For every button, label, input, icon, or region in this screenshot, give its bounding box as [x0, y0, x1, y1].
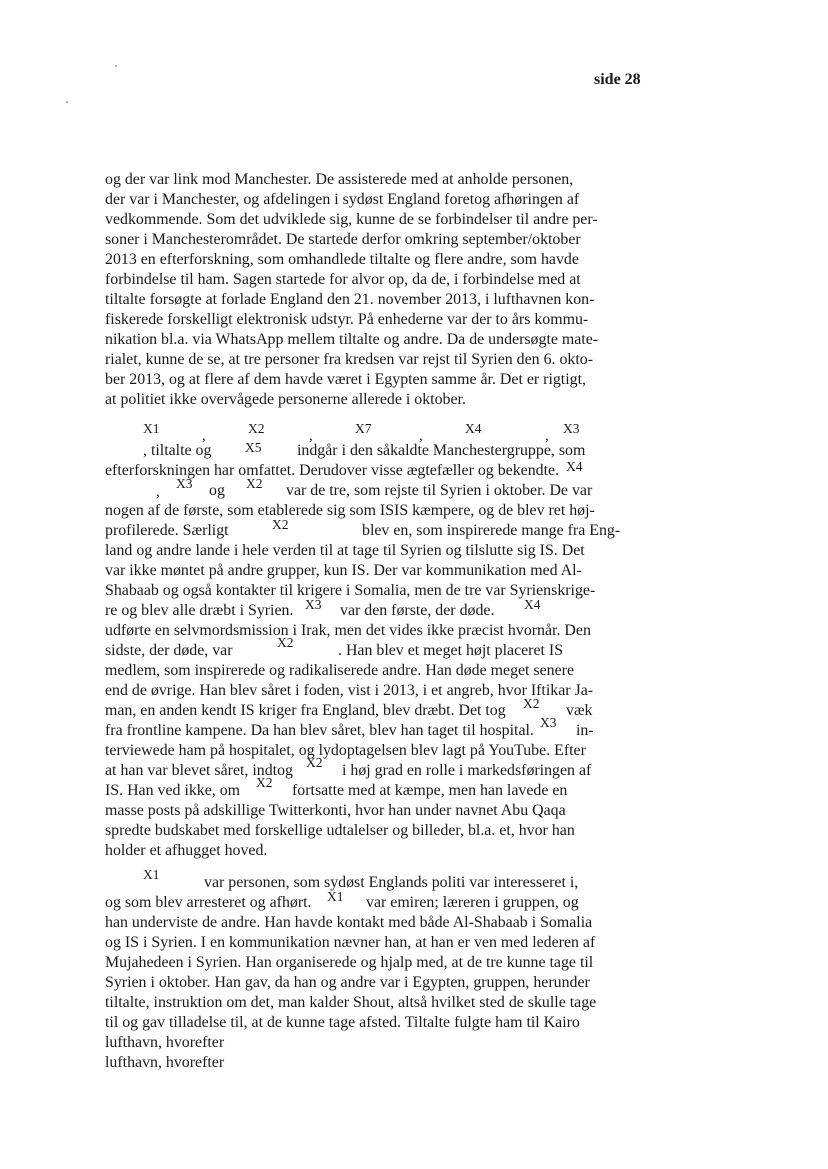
text-line: efterforskningen har omfattet. Derudover visse ægtefæller og bekendte. — [105, 462, 560, 479]
redaction-label: X2 — [277, 635, 294, 650]
text-line: holder et afhugget hoved. — [105, 842, 268, 859]
comma: , — [545, 428, 549, 444]
redaction-label: X1 — [143, 867, 160, 882]
scan-speck — [115, 65, 117, 67]
redaction-label: X3 — [563, 421, 580, 436]
comma: , — [309, 428, 313, 444]
redaction-label: X3 — [305, 597, 322, 612]
text-line: nogen af de første, som etablerede sig som ISIS kæmpere, og de blev ret høj- — [105, 502, 595, 519]
redaction-label: X2 — [306, 755, 323, 770]
text-line: og som blev arresteret og afhørt. — [105, 894, 312, 911]
text-line: ber 2013, og at flere af dem havde været i Egypten samme år. Det er rigtigt, — [105, 371, 586, 388]
redaction-label: X5 — [245, 440, 262, 455]
text-line: profilerede. Særligt — [105, 522, 229, 539]
text-line: IS. Han ved ikke, om — [105, 782, 241, 799]
text-line: i høj grad en rolle i markedsføringen af — [342, 762, 592, 779]
text-line: han underviste de andre. Han havde kontakt med både Al-Shabaab i Somalia — [105, 914, 593, 931]
text-line: der var i Manchester, og afdelingen i sydøst England foretog afhøringen af — [105, 191, 580, 208]
text-line: rialet, kunne de se, at tre personer fra kredsen var rejst til Syrien den 6. okto- — [105, 351, 594, 368]
text-line: vedkommende. Som det udviklede sig, kunne de se forbindelser til andre per- — [105, 211, 598, 228]
text-line: tiltalte, instruktion om det, man kalder Shout, altså hvilket sted de skulle tage — [105, 994, 597, 1011]
redaction-label: X2 — [523, 696, 540, 711]
text-line: udførte en selvmordsmission i Irak, men det vides ikke præcist hvornår. Den — [105, 622, 591, 639]
redaction-label: X4 — [465, 421, 482, 436]
text-line: var ikke møntet på andre grupper, kun IS. Der var kommunikation med Al- — [105, 562, 582, 579]
scan-speck — [66, 101, 68, 103]
text-line: var personen, som sydøst Englands politi var interesseret i, — [204, 874, 579, 891]
text-line: sidste, der døde, var — [105, 642, 233, 659]
text-line: lufthavn, hvorefter — [105, 1054, 225, 1071]
comma: , — [419, 428, 423, 444]
redaction-label: X4 — [524, 597, 541, 612]
text-line: Shabaab og også kontakter til krigere i Somalia, men de tre var Syrienskrige- — [105, 582, 596, 599]
text-line: indgår i den såkaldte Manchestergruppe, som — [297, 442, 586, 459]
text-line: man, en anden kendt IS kriger fra England, blev dræbt. Det tog — [105, 702, 506, 719]
text-line: fiskerede forskelligt elektronisk udstyr. På enhederne var der to års kommu- — [105, 311, 589, 328]
text-line: re og blev alle dræbt i Syrien. — [105, 602, 294, 619]
redaction-label: X2 — [246, 476, 263, 491]
text-line: at han var blevet såret, indtog — [105, 762, 293, 779]
text-line: til og gav tilladelse til, at de kunne tage afsted. Tiltalte fulgte ham til Kairo — [105, 1014, 580, 1031]
text-line: Mujahedeen i Syrien. Han organiserede og hjalp med, at de tre kunne tage til — [105, 954, 594, 971]
comma: , — [202, 428, 206, 444]
text-line: fra frontline kampene. Da han blev såret, blev han taget til hospital. — [105, 722, 534, 739]
text-line: . Han blev et meget højt placeret IS — [338, 642, 564, 659]
text-line: var den første, der døde. — [340, 602, 495, 619]
redaction-label: X1 — [327, 889, 344, 904]
redaction-label: X3 — [176, 476, 193, 491]
page-number: side 28 — [594, 71, 641, 88]
redaction-label: X7 — [355, 421, 372, 436]
redaction-label: X1 — [143, 421, 160, 436]
text-line: terviewede ham på hospitalet, og lydoptagelsen blev lagt på YouTube. Efter — [105, 742, 586, 759]
redaction-label: X4 — [566, 459, 583, 474]
text-line: 2013 en efterforskning, som omhandlede tiltalte og flere andre, som havde — [105, 251, 579, 268]
comma: , — [156, 484, 160, 500]
text-line: medlem, som inspirerede og radikaliserede andre. Han døde meget senere — [105, 662, 575, 679]
text-line: at politiet ikke overvågede personerne allerede i oktober. — [105, 391, 466, 408]
text-line: var de tre, som rejste til Syrien i oktober. De var — [286, 482, 593, 499]
text-line: forbindelse til ham. Sagen startede for alvor op, da de, i forbindelse med at — [105, 271, 581, 288]
text-line: land og andre lande i hele verden til at tage til Syrien og tilslutte sig IS. Det — [105, 542, 585, 559]
text-line: fortsatte med at kæmpe, men han lavede en — [292, 782, 568, 799]
text-line: lufthavn, hvorefter — [105, 1034, 225, 1051]
text-line: nikation bl.a. via WhatsApp mellem tiltalte og andre. Da de undersøgte mate- — [105, 331, 599, 348]
redaction-label: X2 — [248, 421, 265, 436]
text-line: in- — [576, 722, 594, 739]
text-line: spredte budskabet med forskellige udtalelser og billeder, bl.a. et, hvor han — [105, 822, 575, 839]
text-line: og IS i Syrien. I en kommunikation nævner han, at han er ven med lederen af — [105, 934, 596, 951]
text-line: væk — [566, 702, 593, 719]
text-line: og der var link mod Manchester. De assisterede med at anholde personen, — [105, 171, 574, 188]
text-line: end de øvrige. Han blev såret i foden, vist i 2013, i et angreb, hvor Iftikar Ja- — [105, 682, 594, 699]
text-line: var emiren; læreren i gruppen, og — [366, 894, 579, 911]
redaction-label: X2 — [256, 775, 273, 790]
text-line: Syrien i oktober. Han gav, da han og andre var i Egypten, gruppen, herunder — [105, 974, 590, 991]
text-line: , tiltalte og — [143, 442, 212, 459]
redaction-label: X3 — [540, 715, 557, 730]
redaction-label: X2 — [272, 517, 289, 532]
text-line: blev en, som inspirerede mange fra Eng- — [362, 522, 621, 539]
text-line: masse posts på adskillige Twitterkonti, hvor han under navnet Abu Qaqa — [105, 802, 566, 819]
text-line: tiltalte forsøgte at forlade England den 21. november 2013, i lufthavnen kon- — [105, 291, 595, 308]
text-line: soner i Manchesterområdet. De startede derfor omkring september/oktober — [105, 231, 581, 248]
text-line: og — [209, 482, 225, 499]
